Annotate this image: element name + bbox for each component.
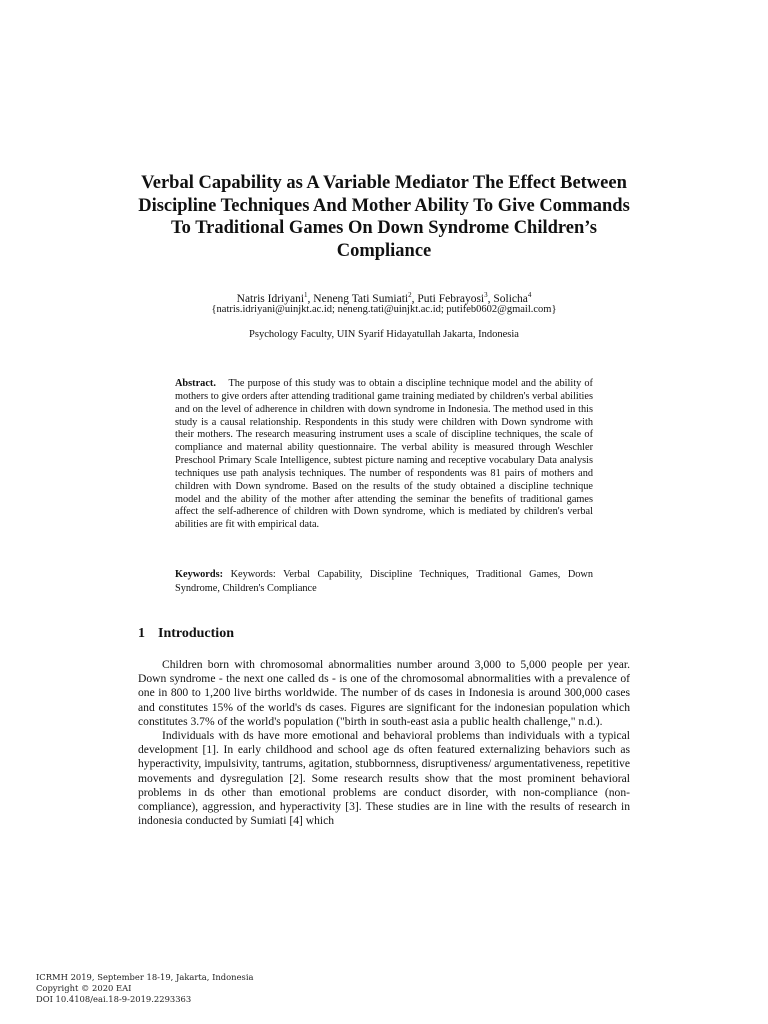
author-affiliation: Psychology Faculty, UIN Syarif Hidayatullah Jakarta, Indonesia bbox=[249, 329, 519, 340]
author-name: Neneng Tati Sumiati bbox=[313, 292, 409, 305]
keywords-text: Keywords: Verbal Capability, Discipline Techniques, Traditional Games, Down Syndrome, Children's Compliance bbox=[175, 569, 594, 594]
author-name: Natris Idriyani bbox=[236, 292, 305, 305]
section-heading bbox=[138, 625, 234, 643]
author-affiliation-mark: 4 bbox=[527, 291, 532, 299]
abstract-label: Abstract. bbox=[175, 378, 216, 389]
author-name: Puti Febrayosi bbox=[417, 292, 485, 305]
author-emails: {natris.idriyani@uinjkt.ac.id; neneng.tati@uinjkt.ac.id; putifeb0602@gmail.com} bbox=[211, 304, 557, 315]
body-paragraph: Individuals with ds have more emotional and behavioral problems than individuals with a typical development [1]. In early childhood and school age ds often featured externalizing behaviors such as hyperactivity, impulsivity, tantrums, agitation, stubbornness, disruptiveness/ argumentativeness, repetitive movements and dysregulation [2]. Some research results show that the most prominent behavioral problems in ds other than emotional problems are conduct disorder, with non-compliance (non-compliance), aggression, and hyperactivity [3]. These studies are in line with the results of research in indonesia conducted by Sumiati [4] which bbox=[138, 729, 630, 828]
author-affiliation-mark: 2 bbox=[408, 291, 412, 299]
author-affiliation-mark: 3 bbox=[484, 291, 488, 299]
keywords-label: Keywords: bbox=[175, 569, 224, 580]
footer-doi: DOI 10.4108/eai.18-9-2019.2293363 bbox=[36, 994, 192, 1004]
body-paragraph: Children born with chromosomal abnormalities number around 3,000 to 5,000 people per year. Down syndrome - the next one called ds - is one of the chromosomal abnormalities with a prevalence of one in 800 to 1,200 live births worldwide. The number of ds cases in Indonesia is around 300,000 cases and constitutes 15% of the world's ds cases. Figures are significant for the indonesian population which constitutes 3.7% of the world's population ("birth in south-east asia a public health challenge," n.d.). bbox=[138, 658, 630, 728]
page-footer bbox=[36, 972, 254, 1005]
body-text bbox=[138, 658, 630, 828]
section-title: Introduction bbox=[158, 626, 234, 641]
abstract-text: The purpose of this study was to obtain a discipline technique model and the ability of mothers to give orders after attending traditional game training mediated by children's verbal abilities and on the level of adherence in children with down syndrome in Indonesia. The method used in this study is a causal relationship. Respondents in this study were children with Down syndrome with their mothers. The research measuring instrument uses a scale of discipline techniques, the scale of compliance and maternal ability questionnaire. The verbal ability is measured through Weschler Preschool Primary Scale Intelligence, subtest picture naming and receptive vocabulary Data analysis techniques use path analysis techniques. The number of respondents was 81 pairs of mothers and children with Down syndrome. Based on the results of the study obtained a discipline technique model and the ability of the mother after attending the seminar the benefits of traditional games affect the self-adherence of children with Down syndrome, which is mediated by children's verbal abilities are fit with empirical data. bbox=[175, 378, 593, 531]
author-list: Natris Idriyani$^1$, Neneng Tati Sumiati$^2$, Puti Febrayosi$^3$, Solicha$^4$ bbox=[236, 291, 532, 305]
keywords bbox=[175, 568, 593, 595]
author-affiliation-mark: 1 bbox=[304, 291, 308, 299]
section-number: 1 bbox=[138, 626, 145, 641]
footer-copyright: Copyright © 2020 EAI bbox=[36, 983, 132, 993]
footer-conference: ICRMH 2019, September 18-19, Jakarta, Indonesia bbox=[36, 972, 254, 982]
abstract bbox=[175, 378, 593, 532]
paper-title: Verbal Capability as A Variable Mediator The Effect Between Discipline Techniques And Mother Ability To Give Commands To Traditional Games On Down Syndrome Children’s Compliance bbox=[138, 173, 630, 261]
author-name: Solicha bbox=[493, 292, 528, 305]
